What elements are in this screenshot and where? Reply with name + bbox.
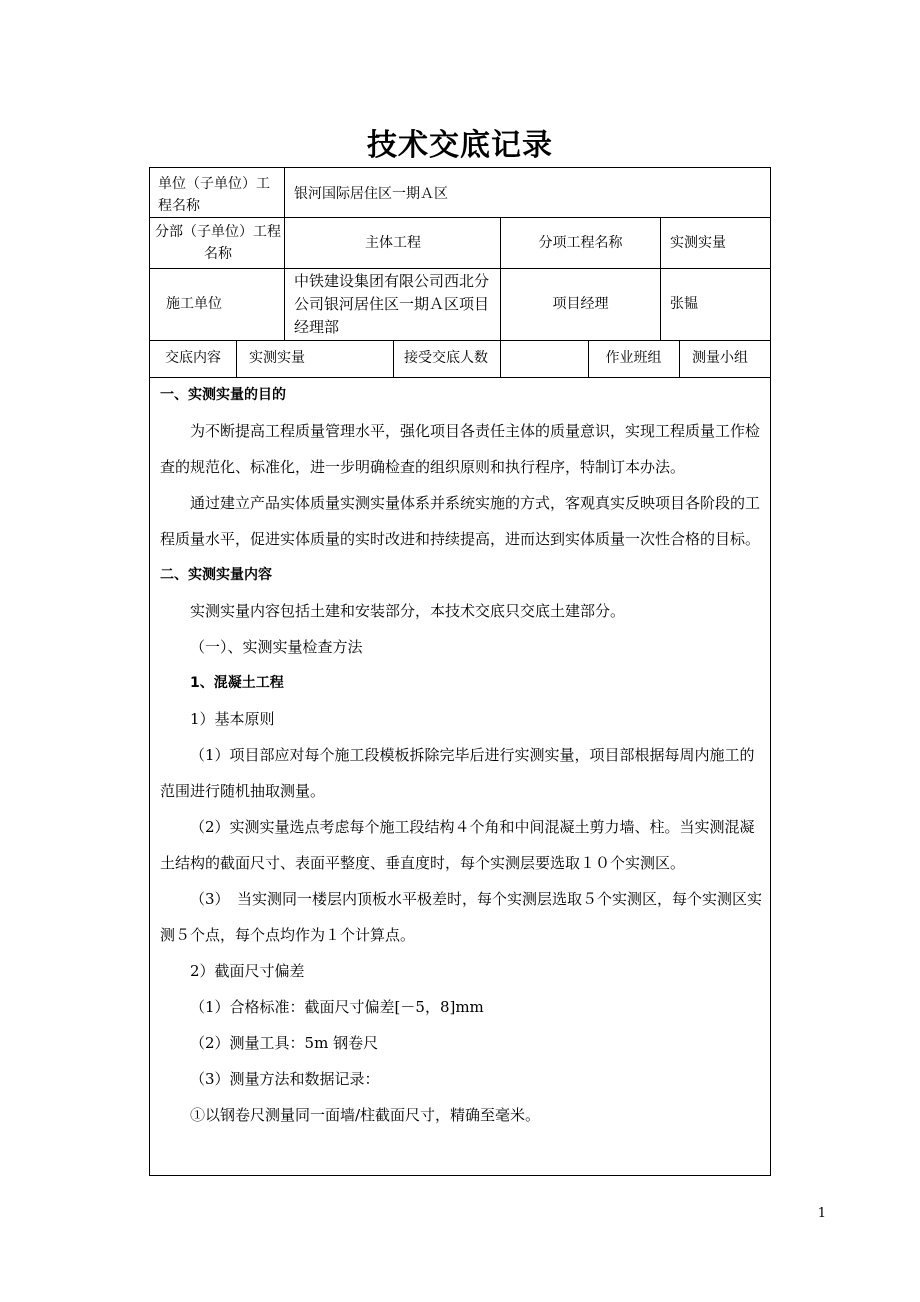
recipients-label: 接受交底人数 — [404, 350, 488, 366]
subitem-value: 实测实量 — [670, 235, 726, 251]
unit-label: 单位（子单位）工程名称 — [158, 176, 270, 214]
paragraph: 实测实量内容包括土建和安装部分，本技术交底只交底土建部分。 — [190, 602, 626, 620]
disclosure-body — [160, 377, 764, 1133]
unit-value: 银河国际居住区一期Ａ区 — [294, 186, 448, 202]
content-label: 交底内容 — [165, 350, 221, 366]
table-rule — [149, 340, 771, 341]
paragraph: （1）项目部应对每个施工段模板拆除完毕后进行实测实量，项目部根据每周内施工的范围进行随机抽取测量。 — [160, 746, 755, 800]
table-rule — [500, 340, 501, 377]
section-heading: 一、实测实量的目的 — [160, 387, 286, 403]
contractor-label: 施工单位 — [166, 296, 222, 312]
team-value: 测量小组 — [692, 350, 748, 366]
paragraph: （3） 当实测同一楼层内顶板水平极差时，每个实测层选取５个实测区，每个实测区实测５个点，每个点均作为１个计算点。 — [160, 890, 763, 944]
paragraph: （3）测量方法和数据记录： — [190, 1070, 380, 1088]
subsection-heading: （一）、实测实量检查方法 — [190, 638, 363, 656]
table-rule — [679, 340, 680, 377]
table-rule — [500, 217, 501, 340]
paragraph: ①以钢卷尺测量同一面墙/柱截面尺寸，精确至毫米。 — [190, 1106, 541, 1124]
table-rule — [660, 217, 661, 340]
paragraph: （2）测量工具：5m 钢卷尺 — [190, 1034, 379, 1052]
manager-value: 张韫 — [670, 296, 698, 312]
paragraph: （2）实测实量选点考虑每个施工段结构４个角和中间混凝土剪力墙、柱。当实测混凝土结构的截面尺寸、表面平整度、垂直度时，每个实测层要选取１０个实测区。 — [160, 818, 755, 872]
page-number: 1 — [817, 1206, 826, 1221]
table-rule — [284, 167, 285, 340]
paragraph: （1）合格标准：截面尺寸偏差[－5，8]mm — [190, 998, 484, 1016]
content-value: 实测实量 — [249, 350, 305, 366]
division-label: 分部（子单位）工程名称 — [155, 224, 281, 262]
table-rule — [149, 268, 771, 269]
paragraph: 为不断提高工程质量管理水平，强化项目各责任主体的质量意识，实现工程质量工作检查的规范化、标准化，进一步明确检查的组织原则和执行程序，特制订本办法。 — [160, 422, 761, 476]
table-rule — [393, 340, 394, 377]
manager-label: 项目经理 — [552, 296, 609, 312]
document-title: 技术交底记录 — [367, 128, 553, 163]
contractor-value: 中铁建设集团有限公司西北分公司银河居住区一期Ａ区项目经理部 — [294, 272, 490, 336]
section-heading: 1、混凝土工程 — [190, 675, 284, 691]
subitem-label: 分项工程名称 — [538, 235, 623, 251]
division-value: 主体工程 — [365, 235, 421, 251]
section-heading: 二、实测实量内容 — [160, 567, 272, 583]
paragraph: 1）基本原则 — [190, 710, 275, 728]
table-rule — [236, 340, 237, 377]
team-label: 作业班组 — [605, 350, 662, 366]
table-rule — [588, 340, 589, 377]
paragraph: 通过建立产品实体质量实测实量体系并系统实施的方式，客观真实反映项目各阶段的工程质量水平，促进实体质量的实时改进和持续提高，进而达到实体质量一次性合格的目标。 — [160, 494, 761, 548]
paragraph: 2）截面尺寸偏差 — [190, 962, 305, 980]
table-rule — [149, 217, 771, 218]
